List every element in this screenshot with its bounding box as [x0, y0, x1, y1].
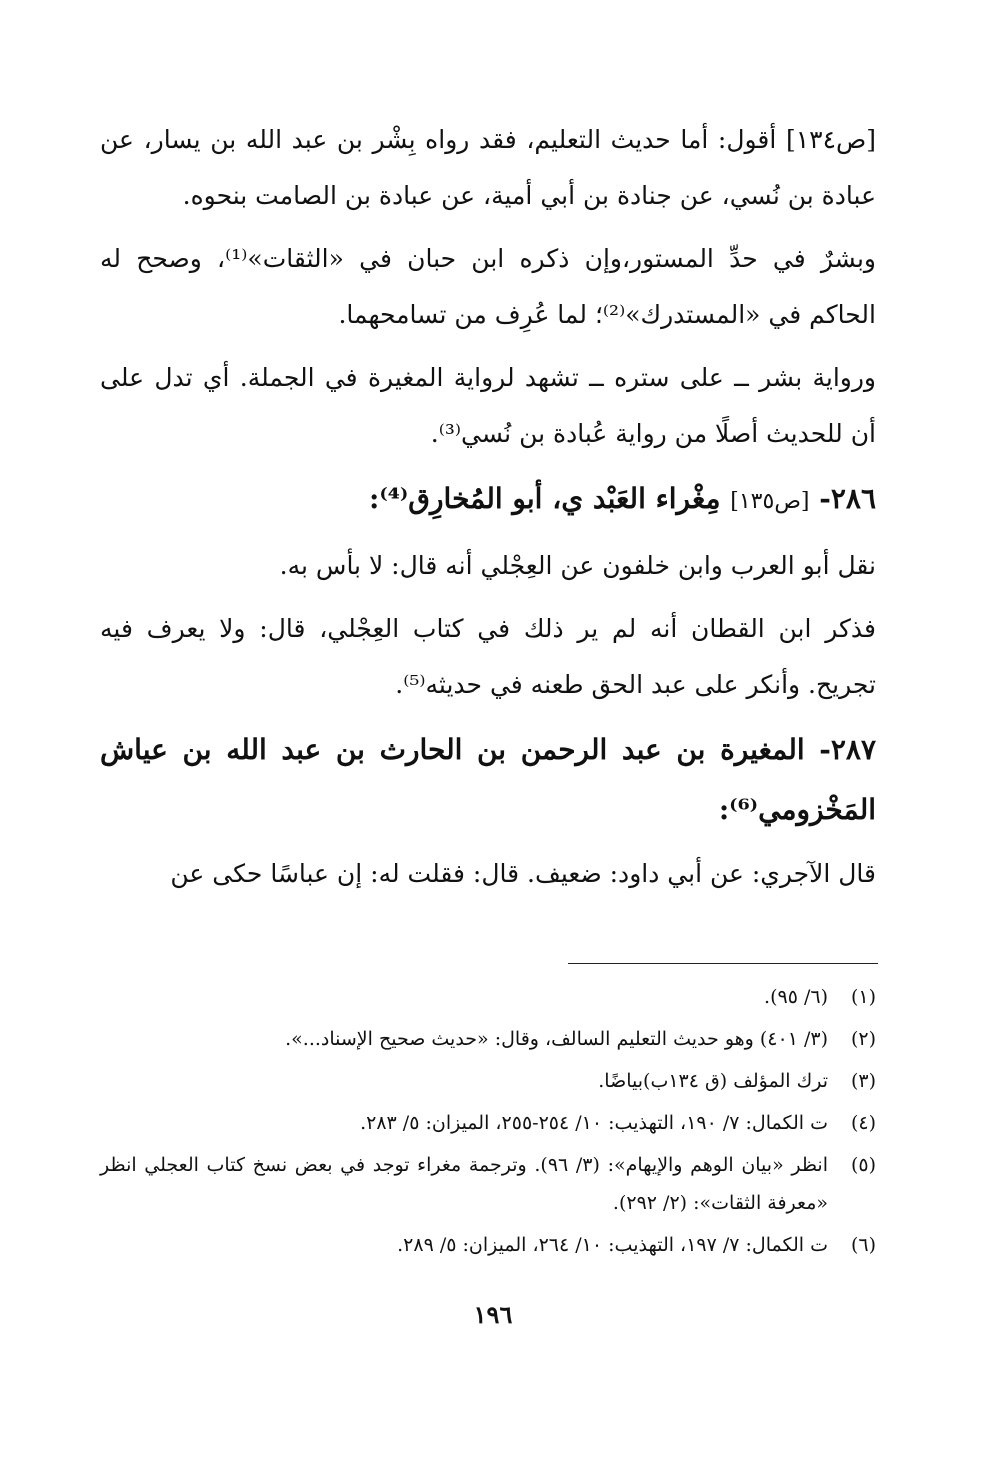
paragraph-hadith-taleem: [ص١٣٤] أقول: أما حديث التعليم، فقد رواه بِشْر بن عبد الله بن يسار، عن عبادة بن نُسي، عن جنادة بن أبي أمية، عن عبادة بن الصامت بنحوه.: [100, 125, 876, 210]
footnote-6: [100, 1226, 876, 1264]
footnote-number: (٢): [850, 1028, 876, 1050]
paragraph-abu-alarab: نقل أبو العرب وابن خلفون عن العِجْلي أنه قال: لا بأس به.: [279, 551, 876, 580]
footnote-number: (٤): [850, 1112, 876, 1134]
entry-heading-286: [100, 469, 876, 532]
footnote-3: [100, 1062, 876, 1100]
paragraph-alajurri: قال الآجري: عن أبي داود: ضعيف. قال: فقلت له: إن عباسًا حكى عن: [170, 859, 876, 888]
footnote-text: ت الكمال: ٧/ ١٩٠، التهذيب: ١٠/ ٢٥٤-٢٥٥، الميزان: ٥/ ٢٨٣.: [360, 1112, 828, 1134]
footnotes: [100, 978, 876, 1268]
main-text: [100, 112, 876, 909]
paragraph-ibn-alqattan: فذكر ابن القطان أنه لم ير ذلك في كتاب العِجْلي، قال: ولا يعرف فيه تجريح. وأنكر على عبد الحق طعنه في حديثه⁽⁵⁾.: [100, 614, 876, 699]
footnote-number: (٦): [850, 1234, 876, 1256]
footnote-5: [100, 1146, 876, 1222]
footnote-separator: [568, 963, 878, 964]
footnote-text: ترك المؤلف (ق ١٣٤ب)بياضًا.: [598, 1070, 828, 1092]
footnote-4: [100, 1104, 876, 1142]
footnote-number: (٥): [850, 1154, 876, 1176]
footnote-2: [100, 1020, 876, 1058]
footnote-text: انظر «بيان الوهم والإيهام»: (٣/ ٩٦). وترجمة مغراء توجد في بعض نسخ كتاب العجلي انظر «معرفة الثقات»: (٢/ ٢٩٢).: [100, 1154, 828, 1214]
entry-number-286: ٢٨٦-: [819, 482, 876, 515]
footnote-1: [100, 978, 876, 1016]
footnote-number: (١): [850, 986, 876, 1008]
entry-title-286: مِغْراء العَبْد ي، أبو المُخارِق⁽⁴⁾:: [369, 482, 721, 515]
footnote-number: (٣): [850, 1070, 876, 1092]
page-number: ١٩٦: [473, 1300, 513, 1329]
entry-heading-287: ٢٨٧- المغيرة بن عبد الرحمن بن الحارث بن عبد الله بن عياش المَخْزومي⁽⁶⁾:: [100, 733, 876, 826]
footnote-text: (٦/ ٩٥).: [764, 986, 828, 1008]
paragraph-riwayat-bishr: ورواية بشر ــ على ستره ــ تشهد لرواية المغيرة في الجملة. أي تدل على أن للحديث أصلًا من رواية عُبادة بن نُسي⁽³⁾.: [100, 363, 876, 448]
footnote-text: (٣/ ٤٠١) وهو حديث التعليم السالف، وقال: «حديث صحيح الإسناد...».: [285, 1028, 828, 1050]
footnote-text: ت الكمال: ٧/ ١٩٧، التهذيب: ١٠/ ٢٦٤، الميزان: ٥/ ٢٨٩.: [397, 1234, 828, 1256]
paragraph-bishr-mastur: وبشرٌ في حدِّ المستور،وإن ذكره ابن حبان في «الثقات»⁽¹⁾، وصحح له الحاكم في «المستدرك»⁽²⁾؛ لما عُرِف من تسامحهما.: [100, 244, 877, 329]
page-reference: [ص١٣٥]: [730, 489, 810, 514]
